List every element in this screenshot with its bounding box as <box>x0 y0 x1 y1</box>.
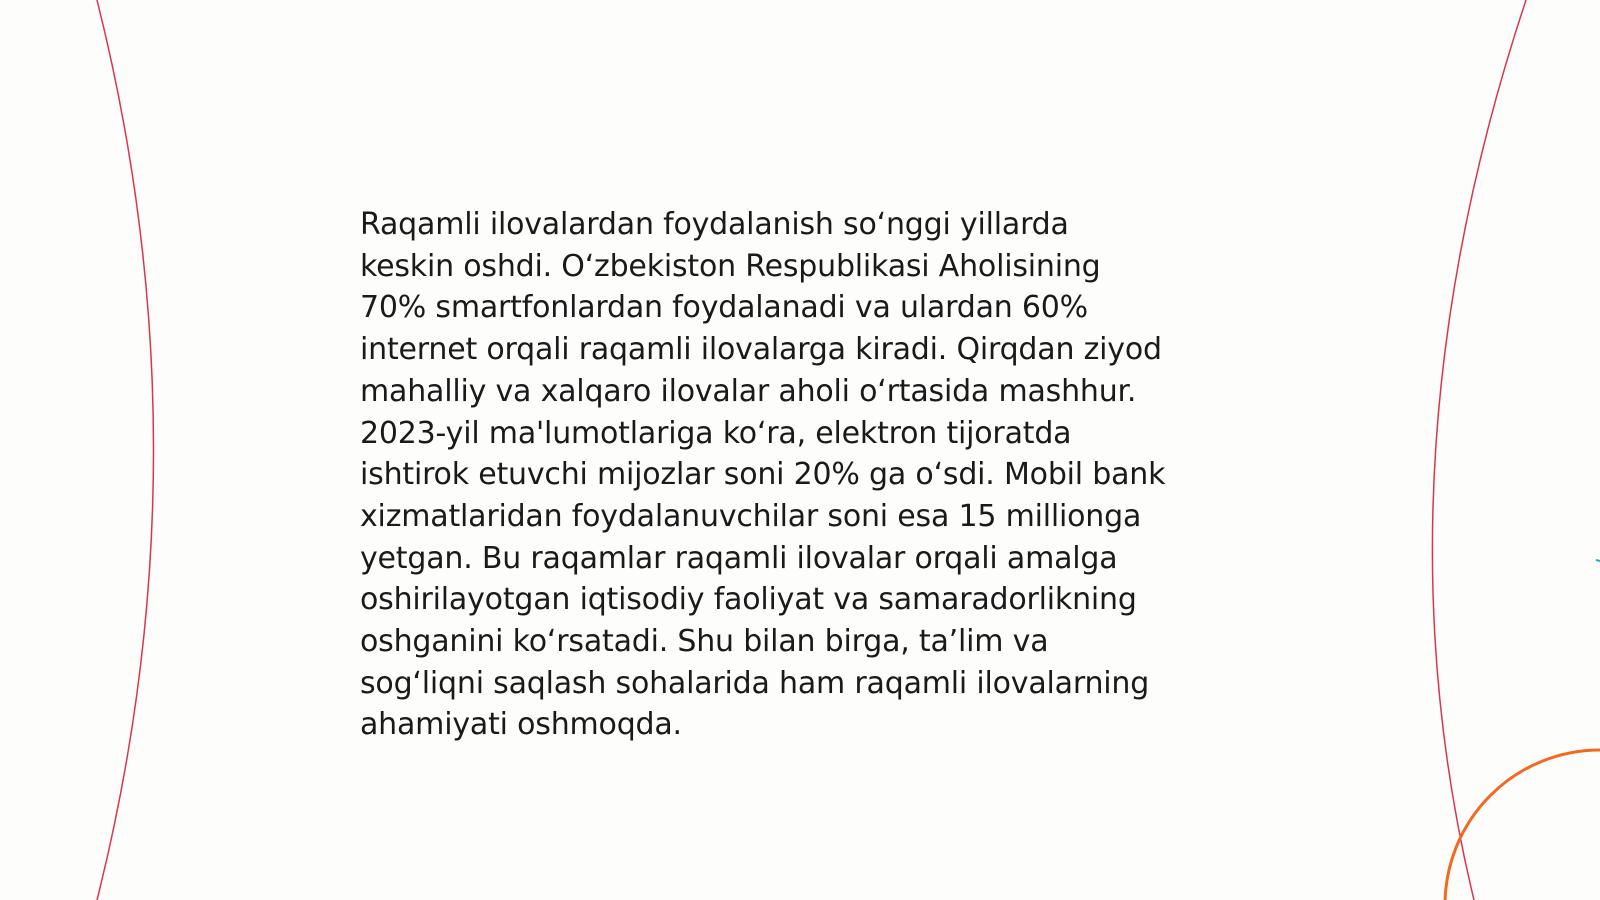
left-curve <box>97 0 154 900</box>
paragraph-line: 2023-yil ma'lumotlariga ko‘ra, elektron tijoratda <box>360 415 1072 451</box>
paragraph-line: keskin oshdi. O‘zbekiston Respublikasi Aholisining <box>360 248 1101 284</box>
paragraph-line: oshirilayotgan iqtisodiy faoliyat va samaradorlikning <box>360 582 1137 618</box>
paragraph-line: internet orqali raqamli ilovalarga kiradi. Qirqdan ziyod <box>360 332 1162 368</box>
paragraph-line: sog‘liqni saqlash sohalarida ham raqamli ilovalarning <box>360 665 1150 701</box>
paragraph-line: mahalliy va xalqaro ilovalar aholi o‘rtasida mashhur. <box>360 373 1137 409</box>
paragraph-line: Raqamli ilovalardan foydalanish so‘nggi yillarda <box>360 207 1069 242</box>
paragraph-line: yetgan. Bu raqamlar raqamli ilovalar orqali amalga <box>360 540 1118 576</box>
teal-accent-mark <box>1596 560 1600 561</box>
paragraph-line: xizmatlaridan foydalanuvchilar soni esa 15 millionga <box>360 498 1142 534</box>
right-curve <box>1432 0 1526 900</box>
paragraph-line: ishtirok etuvchi mijozlar soni 20% ga o‘sdi. Mobil bank <box>360 457 1166 493</box>
body-paragraph <box>360 204 1260 746</box>
paragraph-line: 70% smartfonlardan foydalanadi va ulardan 60% <box>360 290 1088 326</box>
paragraph-line: ahamiyati oshmoqda. <box>360 707 682 743</box>
paragraph-line: oshganini ko‘rsatadi. Shu bilan birga, ta’lim va <box>360 624 1049 660</box>
